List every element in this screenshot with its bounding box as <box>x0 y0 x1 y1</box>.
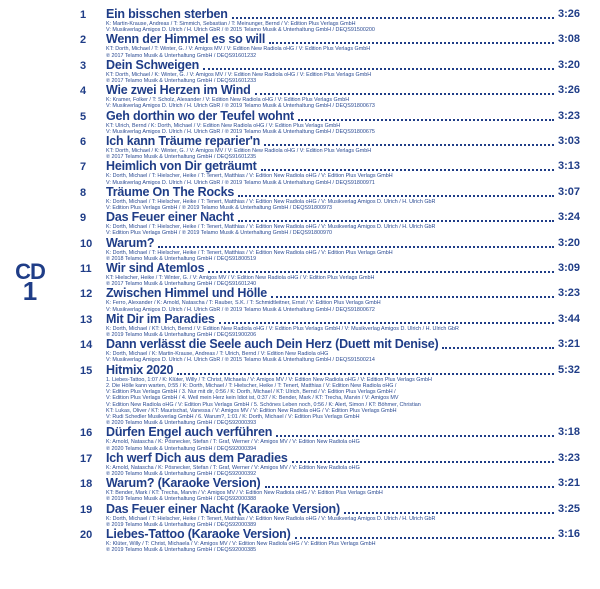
track-number: 6 <box>80 136 87 149</box>
track-number: 3 <box>80 59 87 72</box>
track-number: 7 <box>80 161 87 174</box>
dot-leader <box>442 347 554 349</box>
credit-line: V: Musikverlag Amigos D. Ulrich / H. Ulrich GbR / ℗ 2019 Telamo Musik & Unterhaltung GmbH / DEQS91800673 <box>106 103 375 110</box>
track-duration: 3:21 <box>557 338 580 351</box>
track-title: Geh dorthin wo der Teufel wohnt <box>106 108 295 123</box>
dot-leader <box>264 144 554 146</box>
cd-label-word: CD <box>15 259 45 284</box>
track-title: Ich werf Dich aus dem Paradies <box>106 450 288 465</box>
track-credits <box>106 97 580 109</box>
credit-line: 1. Liebes-Tattoo, 1:07 / K: Klüter, Willy / T: Christ, Michaela / V: Amigos MV / V: Edition New Radiola oHG / V: Edition Plus Verlags GmbH <box>106 376 432 383</box>
track-duration: 3:23 <box>557 451 580 464</box>
credit-line: ℗ 2017 Telamo Musik & Unterhaltung GmbH / DEQS91601232 <box>106 52 257 59</box>
dot-leader <box>203 68 554 70</box>
track-number: 17 <box>80 452 93 465</box>
credit-line: V: Musikverlag Amigos D. Ulrich / H. Ulrich GbR / ℗ 2019 Telamo Musik & Unterhaltung GmbH / DEQS91800672 <box>106 306 375 313</box>
credit-line: K: Arnold, Natascha / K: Pösnecker, Stefan / T: Graf, Werner / V: Amigos MV / V: Edition New Radiola oHG <box>106 439 360 446</box>
track-credits <box>106 173 580 185</box>
track-item <box>80 528 580 553</box>
credit-line: K: Dorth, Michael / T: Hielscher, Heike / T: Tenert, Matthias / V: Edition New Radiola oHG / V: Edition Plus Verlags GmbH <box>106 173 393 180</box>
credit-line: V: Edition Plus Verlags GmbH / 3. Nur mit dir, 0:56 / K: Dorth, Michael / KT: Ulrich, Bernd / V: Edition Plus Verlags GmbH / <box>106 389 396 396</box>
track-duration: 3:23 <box>557 287 580 300</box>
credit-line: K: Klüter, Willy / T: Christ, Michaela / V: Amigos MV / V: Edition New Radiola oHG / V: Edition Plus Verlags GmbH <box>106 540 376 547</box>
track-title: Wie zwei Herzen im Wind <box>106 83 251 98</box>
credit-line: V: Edition Plus Verlags GmbH / ℗ 2019 Telamo Musik & Unterhaltung GmbH / DEQS91800970 <box>106 230 332 237</box>
track-header <box>80 33 580 46</box>
credit-line: ℗ 2018 Telamo Musik & Unterhaltung GmbH / DEQS91800519 <box>106 255 257 262</box>
track-number: 5 <box>80 110 87 123</box>
dot-leader <box>265 486 554 488</box>
track-duration: 3:44 <box>557 312 580 325</box>
track-duration: 3:24 <box>557 211 580 224</box>
credit-line: KT: Bender, Mark / KT: Trecha, Marvin / V: Amigos MV / V: Edition New Radiola oHG / V: Edition Plus Verlags GmbH <box>106 490 383 497</box>
track-header <box>80 364 580 377</box>
track-title: Wir sind Atemlos <box>106 261 205 276</box>
track-number: 8 <box>80 186 87 199</box>
track-number: 18 <box>80 478 93 491</box>
dot-leader <box>238 220 554 222</box>
credit-line: K: Dorth, Michael / K: Martin-Krause, Andreas / T: Ulrich, Bernd / V: Edition New Radiola oHG <box>106 351 329 358</box>
track-header <box>80 186 580 199</box>
track-number: 2 <box>80 34 87 47</box>
track-duration: 3:07 <box>557 185 580 198</box>
credit-line: ℗ 2019 Telamo Musik & Unterhaltung GmbH / DEQS92000388 <box>106 496 257 503</box>
track-credits <box>106 46 580 58</box>
track-duration: 3:20 <box>557 58 580 71</box>
track-credits <box>106 439 580 451</box>
credit-line: KT: Dorth, Michael / K: Winter, G. / V: Amigos MV / V: Edition New Radiola oHG / V: Edition Plus Verlags GmbH <box>106 71 372 78</box>
credit-line: ℗ 2020 Telamo Musik & Unterhaltung GmbH / DEQS92000393 <box>106 420 257 427</box>
dot-leader <box>208 271 554 273</box>
credit-line: K: Dorth, Michael / KT: Ulrich, Bernd / V: Edition New Radiola oHG / V: Edition Plus Verlags GmbH / V: Musikverlag Amigos D. Ulrich / H. Ulrich GbR <box>106 325 459 332</box>
track-duration: 3:20 <box>557 236 580 249</box>
track-header <box>80 262 580 275</box>
track-header <box>80 452 580 465</box>
track-header <box>80 237 580 250</box>
track-title: Zwischen Himmel und Hölle <box>106 286 267 301</box>
credit-line: KT: Ulrich, Bernd / K: Dorth, Michael / V: Edition New Radiola oHG / V: Edition Plus Verlags GmbH <box>106 122 341 129</box>
credit-line: ℗ 2017 Telamo Musik & Unterhaltung GmbH / DEQS91601240 <box>106 281 257 288</box>
credit-line: K: Dorth, Michael / T: Hielscher, Heike / T: Tenert, Matthias / V: Edition New Radiola oHG / V: Edition Plus Verlags GmbH <box>106 249 393 256</box>
credit-line: K: Arnold, Natascha / K: Pösnecker, Stefan / T: Graf, Werner / V: Amigos MV / V: Edition New Radiola oHG <box>106 464 360 471</box>
credit-line: K: Dorth, Michael / T: Hielscher, Heike / T: Tenert, Matthias / V: Edition New Radiola oHG / V: Musikverlag Amigos D. Ulrich / H. Ulrich GbR <box>106 198 436 205</box>
track-credits <box>106 224 580 236</box>
track-item <box>80 135 580 160</box>
track-header <box>80 135 580 148</box>
track-number: 9 <box>80 212 87 225</box>
cd-label <box>12 259 48 306</box>
dot-leader <box>177 373 554 375</box>
track-item <box>80 426 580 451</box>
credit-line: V: Musikverlag Amigos D. Ulrich / H. Ulrich GbR / ℗ 2019 Telamo Musik & Unterhaltung GmbH / DEQS91800675 <box>106 128 375 135</box>
track-title: Dann verlässt die Seele auch Dein Herz (Duett mit Denise) <box>106 337 439 352</box>
track-duration: 3:23 <box>557 109 580 122</box>
track-item <box>80 186 580 211</box>
credit-line: K: Dorth, Michael / T: Hielscher, Heike / T: Tenert, Matthias / V: Edition New Radiola oHG / V: Musikverlag Amigos D. Ulrich / H. Ulrich GbR <box>106 224 436 231</box>
credit-line: V: Musikverlag Amigos D. Ulrich / H. Ulrich GbR / ℗ 2015 Telamo Musik & Unterhaltung GmbH / DEQS91500214 <box>106 357 375 364</box>
track-credits <box>106 351 580 363</box>
track-item <box>80 452 580 477</box>
dot-leader <box>344 512 554 514</box>
track-credits <box>106 377 580 427</box>
track-duration: 3:21 <box>557 477 580 490</box>
dot-leader <box>261 169 554 171</box>
dot-leader <box>292 461 554 463</box>
track-title: Das Feuer einer Nacht (Karaoke Version) <box>106 501 340 516</box>
credit-line: ℗ 2017 Telamo Musik & Unterhaltung GmbH / DEQS91601235 <box>106 154 257 161</box>
track-credits <box>106 541 580 553</box>
track-item <box>80 8 580 33</box>
track-number: 19 <box>80 503 93 516</box>
track-item <box>80 503 580 528</box>
credit-line: ℗ 2020 Telamo Musik & Unterhaltung GmbH / DEQS92000392 <box>106 470 257 477</box>
dot-leader <box>271 296 554 298</box>
dot-leader <box>269 42 554 44</box>
credit-line: K: Martin-Krause, Andreas / T: Simmich, Sebastian / T: Meinunger, Bernd / V: Edition Plus Verlags GmbH <box>106 21 356 27</box>
credit-line: ℗ 2019 Telamo Musik & Unterhaltung GmbH / DEQS92000385 <box>106 547 257 554</box>
track-header <box>80 338 580 351</box>
track-header <box>80 8 580 21</box>
track-credits <box>106 300 580 312</box>
track-number: 1 <box>80 9 87 21</box>
tracklist <box>80 8 580 553</box>
track-duration: 3:08 <box>557 33 580 46</box>
track-number: 11 <box>80 263 92 276</box>
track-duration: 3:16 <box>557 527 580 540</box>
credit-line: KT: Dorth, Michael / K: Winter, G. / V: Amigos MV / V: Edition New Radiola oHG / V: Edition Plus Verlags GmbH <box>106 148 372 155</box>
track-title: Träume On The Rocks <box>106 184 235 199</box>
dot-leader <box>219 322 554 324</box>
track-title: Wenn der Himmel es so will <box>106 32 266 47</box>
dot-leader <box>238 195 554 197</box>
credit-line: ℗ 2020 Telamo Musik & Unterhaltung GmbH / DEQS92000394 <box>106 445 257 452</box>
credit-line: K: Kramer, Folker / T: Scholz, Alexander / V: Edition New Radiola oHG / V: Edition Plus Verlags GmbH <box>106 97 350 104</box>
track-number: 15 <box>80 364 93 377</box>
dot-leader <box>298 119 554 121</box>
track-number: 14 <box>80 339 93 352</box>
track-title: Das Feuer einer Nacht <box>106 210 234 225</box>
track-item <box>80 237 580 262</box>
credit-line: ℗ 2019 Telamo Musik & Unterhaltung GmbH / DEQS92000389 <box>106 521 257 528</box>
track-header <box>80 313 580 326</box>
track-title: Mit Dir im Paradies <box>106 311 215 326</box>
track-title: Heimlich von Dir geträumt <box>106 159 257 174</box>
credit-line: ℗ 2019 Telamo Musik & Unterhaltung GmbH / DEQS91900206 <box>106 332 257 339</box>
track-item <box>80 262 580 287</box>
track-item <box>80 110 580 135</box>
track-header <box>80 426 580 439</box>
dot-leader <box>232 17 554 19</box>
dot-leader <box>276 435 554 437</box>
dot-leader <box>295 537 554 539</box>
track-item <box>80 59 580 84</box>
track-duration: 3:25 <box>557 502 580 515</box>
track-title: Warum? <box>106 235 155 250</box>
track-item <box>80 313 580 338</box>
credit-line: V: Musikverlag Amigos D. Ulrich / H. Ulrich GbR / ℗ 2019 Telamo Musik & Unterhaltung GmbH / DEQS91800971 <box>106 179 375 186</box>
dot-leader <box>255 93 554 95</box>
track-item <box>80 477 580 502</box>
credit-line: V: Rudi Schedler Musikverlag GmbH / 6. Warum?, 1:01 / K: Dorth, Michael / V: Edition Plus Verlags GmbH <box>106 413 360 420</box>
credit-line: V: Edition Plus Verlags GmbH / ℗ 2019 Telamo Musik & Unterhaltung GmbH / DEQS91800973 <box>106 205 332 212</box>
track-header <box>80 528 580 541</box>
credit-line: 2. Die Hölle kann warten, 0:55 / K: Dorth, Michael / T: Hielscher, Heike / T: Tenert, Matthias / V: Edition New Radiola oHG / <box>106 382 397 389</box>
dot-leader <box>158 246 554 248</box>
track-item <box>80 338 580 363</box>
track-item <box>80 33 580 58</box>
track-item <box>80 84 580 109</box>
track-title: Liebes-Tattoo (Karaoke Version) <box>106 526 291 541</box>
track-number: 20 <box>80 528 93 541</box>
track-item <box>80 287 580 312</box>
credit-line: V: Musikverlag Amigos D. Ulrich / H. Ulrich GbR / ℗ 2015 Telamo Musik & Unterhaltung GmbH / DEQS91500200 <box>106 27 375 34</box>
track-duration: 5:32 <box>557 363 580 376</box>
track-header <box>80 211 580 224</box>
track-duration: 3:13 <box>557 160 580 173</box>
credit-line: KT: Dorth, Michael / T: Winter, G. / V: Amigos MV / V: Edition New Radiola oHG / V: Edition Plus Verlags GmbH <box>106 46 371 53</box>
track-title: Dein Schweigen <box>106 57 200 72</box>
track-header <box>80 287 580 300</box>
track-duration: 3:18 <box>557 426 580 439</box>
track-title: Ich kann Träume reparier'n <box>106 134 261 149</box>
credit-line: K: Dorth, Michael / T: Hielscher, Heike / T: Tenert, Matthias / V: Edition New Radiola oHG / V: Musikverlag Amigos D. Ulrich / H. Ulrich GbR <box>106 515 436 522</box>
track-header <box>80 59 580 72</box>
track-duration: 3:09 <box>557 262 580 275</box>
track-header <box>80 160 580 173</box>
track-number: 12 <box>80 288 93 301</box>
credit-line: ℗ 2017 Telamo Musik & Unterhaltung GmbH / DEQS91601233 <box>106 78 257 85</box>
track-number: 10 <box>80 237 93 250</box>
track-title: Dürfen Engel auch verführen <box>106 425 273 440</box>
credit-line: KT: Lukas, Oliver / KT: Maurischat, Vanessa / V: Amigos MV / V: Edition New Radiola oHG / V: Edition Plus Verlags GmbH <box>106 407 397 414</box>
track-item <box>80 211 580 236</box>
track-header <box>80 84 580 97</box>
track-item <box>80 160 580 185</box>
track-number: 13 <box>80 313 93 326</box>
track-header <box>80 477 580 490</box>
track-header <box>80 110 580 123</box>
track-duration: 3:26 <box>557 8 580 20</box>
track-duration: 3:03 <box>557 135 580 148</box>
credit-line: V: Edition New Radiola oHG / V: Edition Plus Verlags GmbH / 5. Schönes Leben noch, 0:56 / K: Alert, Simon / KT: Böhmer, Christian <box>106 401 421 408</box>
credit-line: K: Ferro, Alexander / K: Arnold, Natascha / T: Rauber, S.K. / T: Schmidtleitner, Ernst / V: Edition Plus Verlags GmbH <box>106 300 381 307</box>
track-item <box>80 364 580 427</box>
track-duration: 3:26 <box>557 84 580 97</box>
track-title: Hitmix 2020 <box>106 362 174 377</box>
credit-line: KT: Hielscher, Heike / T: Winter, G. / V: Amigos MV / V: Edition New Radiola oHG / V: Edition Plus Verlags GmbH <box>106 275 375 282</box>
cd-label-number: 1 <box>22 275 38 306</box>
credit-line: V: Edition Plus Verlags GmbH / 4. Weil mein Herz kein Idiot ist, 0:37 / K: Bender, Mark / KT: Trecha, Marvin / V: Amigos MV <box>106 395 399 402</box>
track-title: Ein bisschen sterben <box>106 7 228 21</box>
track-title: Warum? (Karaoke Version) <box>106 476 261 491</box>
track-credits <box>106 490 580 502</box>
track-number: 16 <box>80 427 93 440</box>
track-header <box>80 503 580 516</box>
track-number: 4 <box>80 85 87 98</box>
